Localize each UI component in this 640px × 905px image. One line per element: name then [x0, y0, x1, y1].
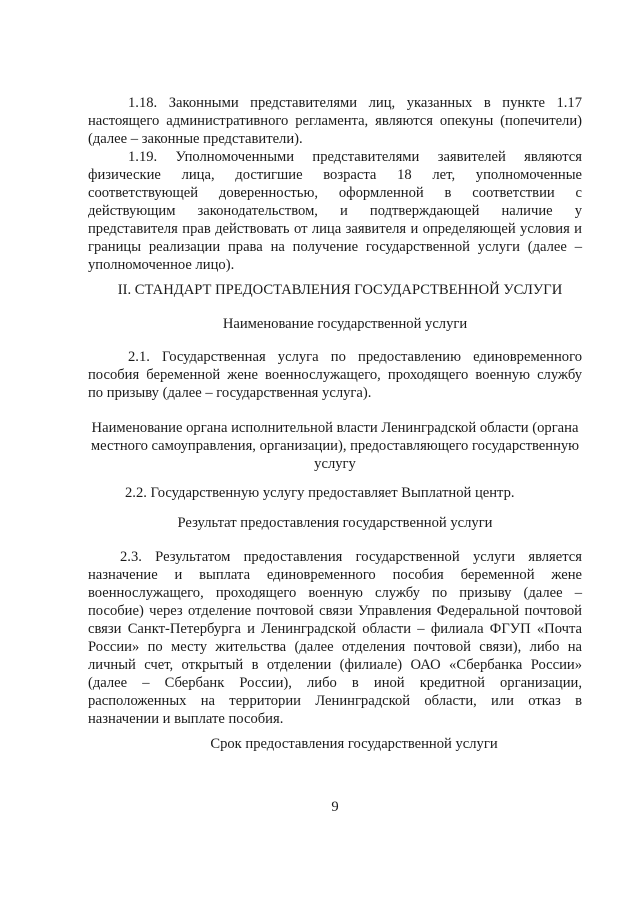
clause-1-19-line: границы реализации права на получение государственной услуги (далее –	[88, 239, 582, 255]
page-number-text: 9	[331, 799, 339, 815]
clause-2-3	[88, 548, 582, 728]
clause-1-19	[88, 148, 582, 274]
clause-1-19-line: представителя прав действовать от лица заявителя и определяющей условия и	[88, 221, 582, 237]
clause-2-2-line: 2.2. Государственную услугу предоставляет Выплатной центр.	[125, 485, 515, 501]
clause-1-19-line: соответствующей доверенностью, оформленной в соответствии с	[88, 185, 582, 201]
heading-service-name	[88, 315, 582, 333]
clause-2-3-line: назначение и выплата единовременного пособия беременной жене	[88, 567, 582, 583]
clause-2-1-line: 2.1. Государственная услуга по предоставлению единовременного	[128, 349, 582, 365]
clause-2-1-line: по призыву (далее – государственная услуга).	[88, 385, 372, 401]
clause-1-18-line: настоящего административного регламента, являются опекуны (попечители)	[88, 113, 582, 129]
clause-1-19-line: действующим законодательством, и подтверждающей наличие у	[88, 203, 582, 219]
clause-1-19-line: физические лица, достигшие возраста 18 лет, уполномоченные	[88, 167, 582, 183]
clause-2-3-line: военнослужащего, проходящего военную службу по призыву (далее –	[88, 585, 582, 601]
heading-term	[88, 735, 582, 753]
clause-1-19-line: уполномоченное лицо).	[88, 257, 235, 273]
section-title	[88, 281, 582, 299]
heading-authority-line: местного самоуправления, организации), предоставляющего государственную	[90, 438, 580, 454]
clause-1-18-line: (далее – законные представители).	[88, 131, 303, 147]
heading-authority	[88, 419, 582, 473]
clause-1-18-line: 1.18. Законными представителями лиц, указанных в пункте 1.17	[128, 95, 582, 111]
page-number	[88, 798, 582, 816]
heading-result-text: Результат предоставления государственной услуги	[177, 515, 493, 531]
clause-2-3-line: личный счет, открытый в отделении (филиале) ОАО «Сбербанка России»	[88, 657, 582, 673]
clause-2-3-line: назначении и выплате пособия.	[88, 711, 284, 727]
heading-result	[88, 514, 582, 532]
clause-2-3-line: связи Санкт-Петербурга и Ленинградской области – филиала ФГУП «Почта	[88, 621, 582, 637]
section-title-text: II. СТАНДАРТ ПРЕДОСТАВЛЕНИЯ ГОСУДАРСТВЕННОЙ УСЛУГИ	[117, 282, 563, 298]
clause-2-1	[88, 348, 582, 402]
clause-2-3-line: России» по месту жительства (далее отделения почтовой связи), либо на	[88, 639, 582, 655]
clause-2-3-line: 2.3. Результатом предоставления государственной услуги является	[120, 549, 582, 565]
clause-1-19-line: 1.19. Уполномоченными представителями заявителей являются	[128, 149, 582, 165]
heading-authority-line: Наименование органа исполнительной власти Ленинградской области (органа	[91, 420, 579, 436]
clause-1-18	[88, 94, 582, 148]
clause-2-2	[88, 484, 582, 502]
heading-service-name-text: Наименование государственной услуги	[222, 316, 468, 332]
clause-2-1-line: пособия беременной жене военнослужащего, проходящего военную службу	[88, 367, 582, 383]
heading-authority-line: услугу	[314, 456, 356, 472]
heading-term-text: Срок предоставления государственной услуги	[210, 736, 498, 752]
clause-2-3-line: расположенных на территории Ленинградской области, или отказ в	[88, 693, 582, 709]
clause-2-3-line: (далее – Сбербанк России), либо в иной кредитной организации,	[88, 675, 582, 691]
clause-2-3-line: пособие) через отделение почтовой связи Управления Федеральной почтовой	[88, 603, 582, 619]
